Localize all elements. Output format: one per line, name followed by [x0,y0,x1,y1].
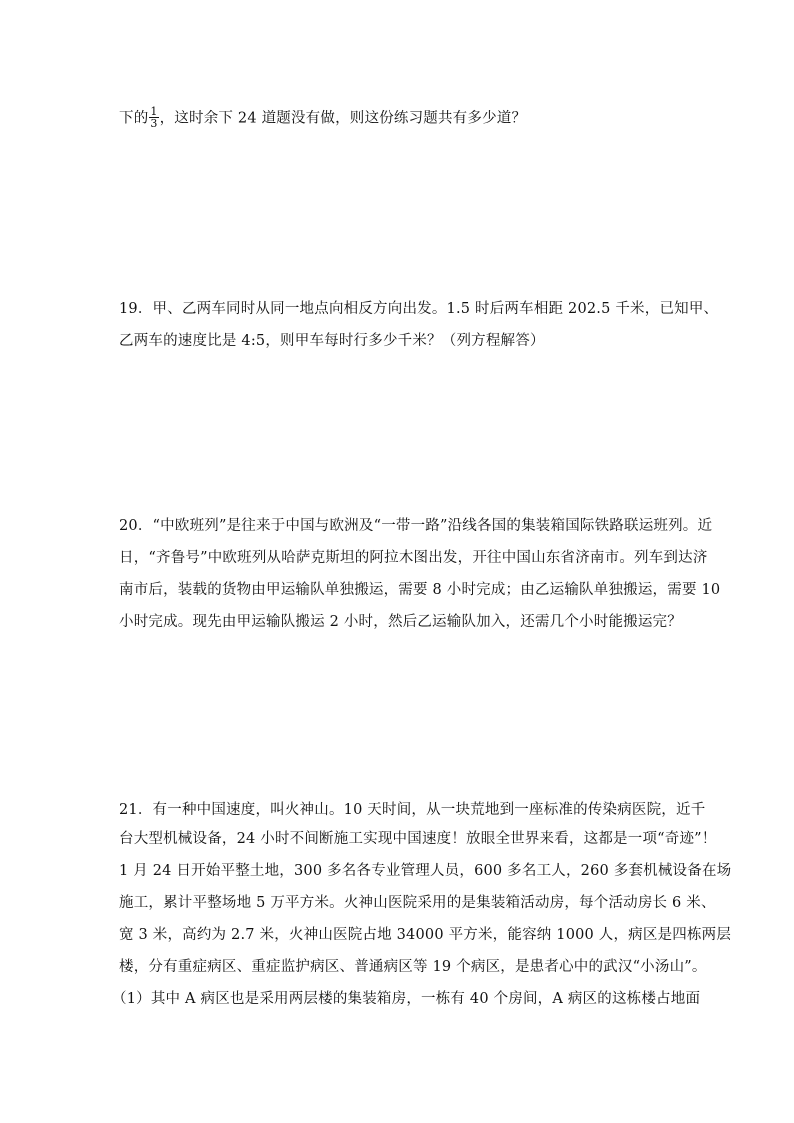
q18-text-before: 下的 [119,110,149,127]
q21-line-6: 楼，分有重症病区、重症监护病区、普通病区等 19 个病区，是患者心中的武汉“小汤山”。 [119,959,707,975]
q18-text-after: ，这时余下 24 道题没有做，则这份练习题共有多少道？ [159,110,527,127]
q19-line-2: 乙两车的速度比是 4:5，则甲车每时行多少千米？（列方程解答） [119,333,545,349]
q21-subquestion-1: （1）其中 A 病区也是采用两层楼的集装箱房，一栋有 40 个房间，A 病区的这栋楼占地面 [112,991,701,1007]
q19-line-1: 19．甲、乙两车同时从同一地点向相反方向出发。1.5 时后两车相距 202.5 千米，已知甲、 [119,301,719,317]
q20-line-3: 南市后，装载的货物由甲运输队单独搬运，需要 8 小时完成；由乙运输队单独搬运，需要 10 [119,582,721,598]
q21-line-4: 施工，累计平整场地 5 万平方米。火神山医院采用的是集装箱活动房，每个活动房长 6 米、 [119,895,716,911]
q21-line-3: 1 月 24 日开始平整土地，300 多名各专业管理人员，600 多名工人，260 多套机械设备在场 [119,863,732,879]
q21-line-5: 宽 3 米，高约为 2.7 米，火神山医院占地 34000 平方米，能容纳 1000 人，病区是四栋两层 [119,927,732,943]
q20-line-4: 小时完成。现先由甲运输队搬运 2 小时，然后乙运输队加入，还需几个小时能搬运完？ [119,614,682,630]
fraction-denominator: 3 [150,117,158,130]
q20-line-1: 20．“中欧班列”是往来于中国与欧洲及“一带一路”沿线各国的集装箱国际铁路联运班列。近 [119,518,713,534]
fraction-numerator: 1 [150,105,158,118]
fraction-one-third [149,106,158,129]
q20-line-2: 日，“齐鲁号”中欧班列从哈萨克斯坦的阿拉木图出发，开往中国山东省济南市。列车到达济 [119,550,708,566]
q21-line-2: 台大型机械设备，24 小时不间断施工实现中国速度！放眼全世界来看，这都是一项“奇迹”！ [119,831,717,847]
q18-line [119,107,526,130]
q21-line-1: 21．有一种中国速度，叫火神山。10 天时间，从一块荒地到一座标准的传染病医院，近千 [119,802,706,818]
